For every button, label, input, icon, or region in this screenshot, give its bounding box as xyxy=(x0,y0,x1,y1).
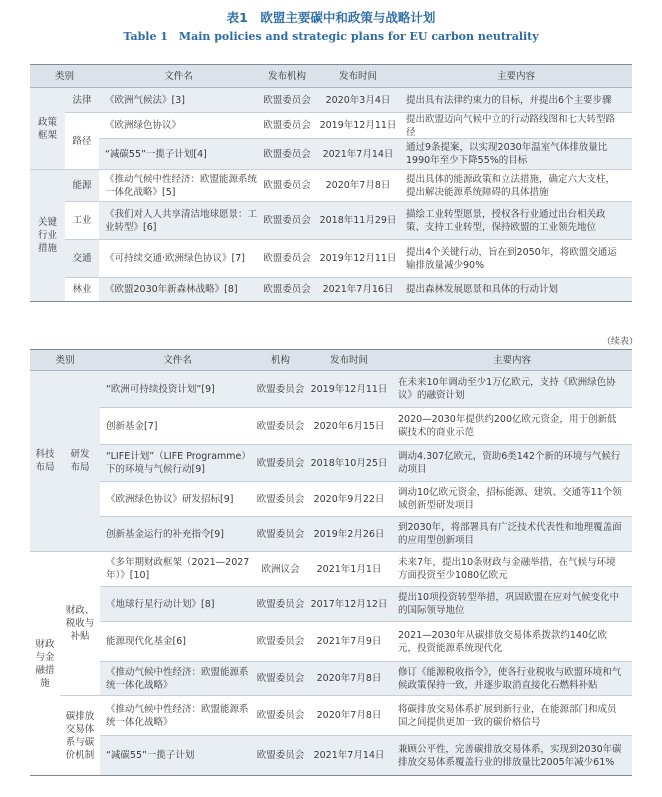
table-row-org: 欧盟委员会 xyxy=(255,662,306,696)
group-tech-layout: 科技 布局 xyxy=(30,371,60,552)
table-row-date: 2020年9月22日 xyxy=(306,482,392,517)
table-row-date: 2019年2月26日 xyxy=(306,517,392,552)
header-org: 发布机构 xyxy=(258,64,316,88)
sub-rd-layout: 研发 布局 xyxy=(60,371,100,552)
table-row-org: 欧盟委员会 xyxy=(258,139,316,170)
header-date: 发布时间 xyxy=(316,64,400,88)
table-row-content: 2020—2030年提供约200亿欧元资金，用于创新低碳技术的商业示范 xyxy=(392,408,632,445)
table-row-content: 通过9条提案，以实现2030年温室气体排放量比1990年至少下降55%的目标 xyxy=(400,139,632,170)
table-row-org: 欧盟委员会 xyxy=(255,696,306,736)
policy-table-1 xyxy=(30,64,632,302)
table-row-org: 欧盟委员会 xyxy=(258,113,316,139)
table-row-content: 提出具体的能源政策和立法措施，确定六大支柱，提出解决能源系统障碍的具体措施 xyxy=(400,170,632,202)
table-row-org: 欧洲议会 xyxy=(255,552,306,587)
header-content: 主要内容 xyxy=(392,349,632,371)
table-row-date: 2020年7月8日 xyxy=(316,170,400,202)
continued-label: （续表） xyxy=(601,337,638,347)
table-row-date: 2021年7月14日 xyxy=(316,139,400,170)
table-row-date: 2020年3月4日 xyxy=(316,88,400,113)
table-row-doc: 《我们对人人共享清洁地球愿景：工业转型》[6] xyxy=(99,202,258,240)
header-doc: 文件名 xyxy=(99,64,258,88)
table-row-doc: 《欧洲绿色协议》研发招标[9] xyxy=(100,482,255,517)
table-row-date: 2020年7月8日 xyxy=(306,696,392,736)
table-row-org: 欧盟委员会 xyxy=(255,587,306,622)
table-row-doc: 《可持续交通·欧洲绿色协议》[7] xyxy=(99,240,258,278)
table-row-org: 欧盟委员会 xyxy=(255,517,306,552)
sub-fiscal: 财政、 税收与 补贴 xyxy=(60,552,100,696)
table-row-doc: “LIFE计划”（LIFE Programme）下的环境与气候行动[9] xyxy=(100,445,255,482)
table-row-date: 2019年12月11日 xyxy=(316,240,400,278)
table-row-doc: 《推动气候中性经济：欧盟能源系统一体化战略》 xyxy=(100,696,255,736)
sub-industry: 工业 xyxy=(65,202,99,240)
header-content: 主要内容 xyxy=(400,64,632,88)
table-row-content: 提出具有法律约束力的目标，并提出6个主要步骤 xyxy=(400,88,632,113)
table-title-en: Table 1 Main policies and strategic plans for EU carbon neutrality xyxy=(123,30,539,43)
table-row-org: 欧盟委员会 xyxy=(255,622,306,662)
sub-forestry: 林业 xyxy=(65,278,99,302)
table-row-org: 欧盟委员会 xyxy=(258,88,316,113)
table-row-doc: 创新基金[7] xyxy=(100,408,255,445)
table-row-org: 欧盟委员会 xyxy=(258,170,316,202)
sub-carbon-market: 碳排放 交易体 系与碳 价机制 xyxy=(60,696,100,776)
table-row-doc: “减碳55”一揽子计划[4] xyxy=(99,139,258,170)
table-row-date: 2017年12月12日 xyxy=(306,587,392,622)
sub-transport: 交通 xyxy=(65,240,99,278)
table-row-doc: 《地球行星行动计划》[8] xyxy=(100,587,255,622)
table-row-doc: 《欧洲绿色协议》 xyxy=(99,113,258,139)
table-row-date: 2019年12月11日 xyxy=(316,113,400,139)
table-row-content: 到2030年，将部署具有广泛技术代表性和地理覆盖面的应用型创新项目 xyxy=(392,517,632,552)
table-row-org: 欧盟委员会 xyxy=(258,240,316,278)
table-row-content: 2021—2030年从碳排放交易体系拨款约140亿欧元，投资能源系统现代化 xyxy=(392,622,632,662)
table-row-date: 2020年6月15日 xyxy=(306,408,392,445)
group-key-sectors: 关键 行业 措施 xyxy=(30,170,65,302)
header-date: 发布时间 xyxy=(306,349,392,371)
header-category: 类别 xyxy=(30,64,99,88)
table-row-doc: 创新基金运行的补充指令[9] xyxy=(100,517,255,552)
table-row-content: 提出10项投资转型举措，巩固欧盟在应对气候变化中的国际领导地位 xyxy=(392,587,632,622)
header-category: 类别 xyxy=(30,349,100,371)
table-row-doc: 《推动气候中性经济：欧盟能源系统一体化战略》[5] xyxy=(99,170,258,202)
table-row-content: 提出欧盟迈向气候中立的行动路线图和七大转型路径 xyxy=(400,113,632,139)
table-row-date: 2021年7月16日 xyxy=(316,278,400,302)
header-doc: 文件名 xyxy=(100,349,255,371)
sub-law: 法律 xyxy=(65,88,99,113)
table-row-doc: 《推动气候中性经济：欧盟能源系统一体化战略》 xyxy=(100,662,255,696)
table-row-content: 调动10亿欧元资金，招标能源、建筑、交通等11个领域创新型研发项目 xyxy=(392,482,632,517)
table-row-doc: “减碳55”一揽子计划 xyxy=(100,736,255,776)
policy-table-2 xyxy=(30,349,632,776)
table-row-content: 将碳排放交易体系扩展到新行业，在能源部门和成员国之间提供更加一致的碳价格信号 xyxy=(392,696,632,736)
table-row-org: 欧盟委员会 xyxy=(255,736,306,776)
table-row-content: 描绘工业转型愿景，授权各行业通过出台相关政策、支持工业转型，保持欧盟的工业领先地位 xyxy=(400,202,632,240)
table-row-content: 兼顾公平性，完善碳排放交易体系，实现到2030年碳排放交易体系覆盖行业的排放量比2005年减少61% xyxy=(392,736,632,776)
table-row-date: 2020年7月8日 xyxy=(306,662,392,696)
table-row-org: 欧盟委员会 xyxy=(255,371,306,408)
sub-energy: 能源 xyxy=(65,170,99,202)
table-row-date: 2021年1月1日 xyxy=(306,552,392,587)
table-row-org: 欧盟委员会 xyxy=(255,482,306,517)
table-row-doc: 能源现代化基金[6] xyxy=(100,622,255,662)
table-row-content: 提出4个关键行动，旨在到2050年，将欧盟交通运输排放量减少90% xyxy=(400,240,632,278)
table-row-doc: 《欧盟2030年新森林战略》[8] xyxy=(99,278,258,302)
table-row-org: 欧盟委员会 xyxy=(255,408,306,445)
table-row-content: 在未来10年调动至少1万亿欧元，支持《欧洲绿色协议》的融资计划 xyxy=(392,371,632,408)
sub-path: 路径 xyxy=(65,113,99,170)
table-row-content: 提出森林发展愿景和具体的行动计划 xyxy=(400,278,632,302)
table-row-content: 未来7年，提出10条财政与金融举措，在气候与环境方面投资至少1080亿欧元 xyxy=(392,552,632,587)
header-org: 机构 xyxy=(255,349,306,371)
table-row-org: 欧盟委员会 xyxy=(258,278,316,302)
table-row-content: 修订《能源税收指令》，使各行业税收与欧盟环境和气候政策保持一致，并逐步取消直接化石燃料补贴 xyxy=(392,662,632,696)
table-row-date: 2018年10月25日 xyxy=(306,445,392,482)
table-row-org: 欧盟委员会 xyxy=(255,445,306,482)
group-finance: 财政 与金 融措 施 xyxy=(30,552,60,776)
table-row-doc: 《欧洲气候法》[3] xyxy=(99,88,258,113)
table-row-date: 2019年12月11日 xyxy=(306,371,392,408)
group-policy-framework: 政策 框架 xyxy=(30,88,65,170)
table-row-date: 2021年7月9日 xyxy=(306,622,392,662)
table-title-cn: 表1 欧盟主要碳中和政策与战略计划 xyxy=(226,10,436,25)
table-row-doc: “欧洲可持续投资计划”[9] xyxy=(100,371,255,408)
table-row-org: 欧盟委员会 xyxy=(258,202,316,240)
table-row-doc: 《多年期财政框架（2021—2027年）》[10] xyxy=(100,552,255,587)
table-row-date: 2021年7月14日 xyxy=(306,736,392,776)
table-row-content: 调动4.307亿欧元，资助6类142个新的环境与气候行动项目 xyxy=(392,445,632,482)
table-row-date: 2018年11月29日 xyxy=(316,202,400,240)
